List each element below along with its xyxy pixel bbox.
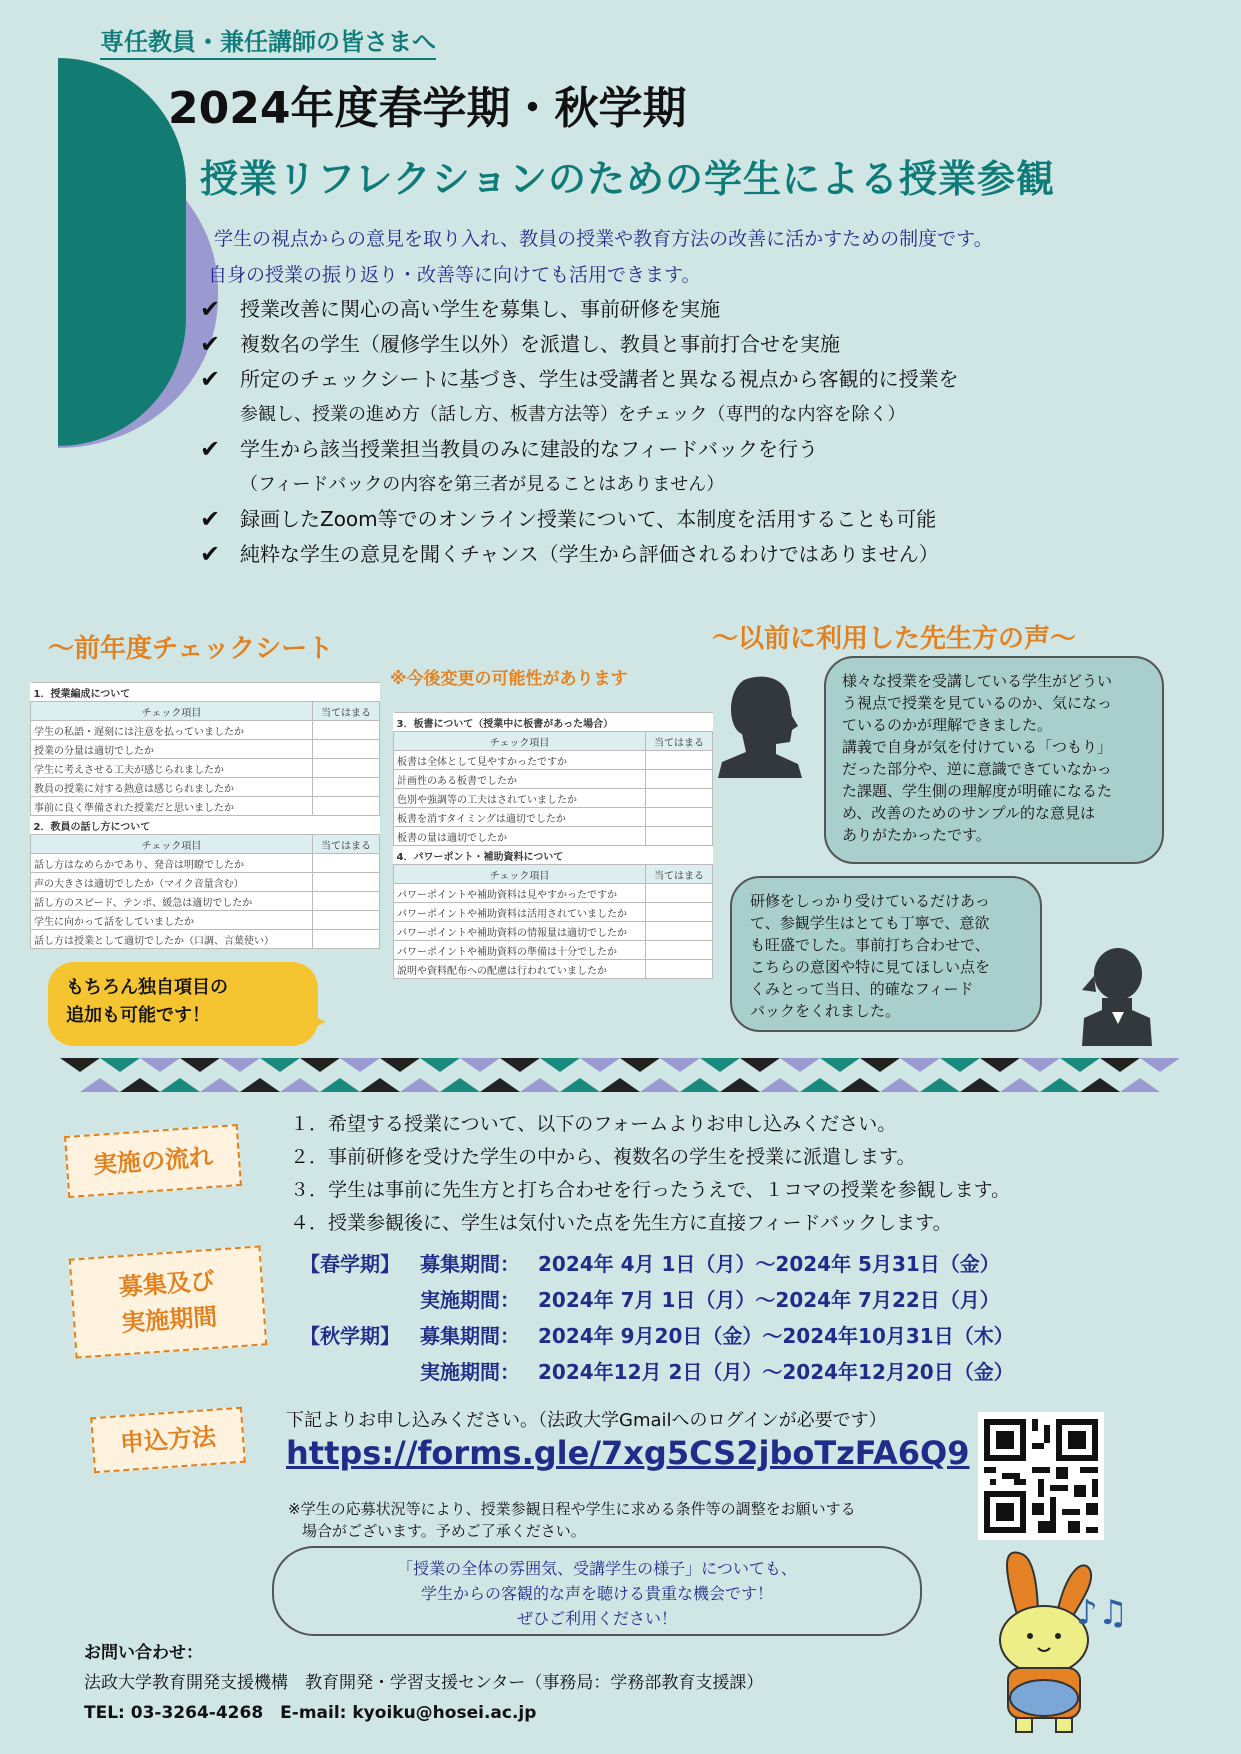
sheet-col-yes: 当てはまる [313,702,380,721]
bubble-tail [300,1010,326,1034]
apply-badge: 申込方法 [90,1407,246,1473]
check-item: ✔ 録画したZoom等でのオンライン授業について、本制度を活用することも可能 [200,502,1200,537]
feature-check-list [200,292,1200,572]
caution-note: ※学生の応募状況等により、授業参観日程や学生に求める条件等の調整をお願いする 場合がございます。予めご了承ください。 [288,1500,856,1540]
flow-step: ３．学生は事前に先生方と打ち合わせを行ったうえで、１コマの授業を参観します。 [290,1179,1011,1201]
rabbit-mascot-icon [980,1548,1130,1738]
sheet-section-title: 2．教員の話し方について [31,816,380,835]
table-row: パワーポイントや補助資料の準備は十分でしたか [394,941,713,960]
table-row: パワーポイントや補助資料の情報量は適切でしたか [394,922,713,941]
change-note: ※今後変更の可能性があります [390,669,628,689]
check-item: ✔ 授業改善に関心の高い学生を募集し、事前研修を実施 [200,292,1200,327]
table-row: 事前に良く準備された授業だと思いましたか [31,797,380,816]
main-title: 授業リフレクションのための学生による授業参観 [200,157,1055,201]
female-teacher-icon [1074,946,1154,1046]
flow-steps [290,1108,1010,1240]
voice-bubble-1: 様々な授業を受講している学生がどうい う視点で授業を見ているのか、気になっ ているのかが理解できました。 講義で自身が気を付けている「つもり」 だった部分や、逆に意識できていなかっ た課題、学生側の理解度が明確になるた め、改善のためのサンプル的な意見は ありがたかったです。 [824,656,1164,864]
flow-step: １．希望する授業について、以下のフォームよりお申し込みください。 [290,1113,897,1135]
voice-bubble-2: 研修をしっかり受けているだけあっ て、参観学生はとても丁寧で、意欲 も旺盛でした。事前打ち合わせで、 こちらの意図や特に見てほしい点を くみとって当日、的確なフィード バックをくれました。 [730,876,1042,1032]
check-icon: ✔ [200,295,221,323]
check-item: ✔ 学生から該当授業担当教員のみに建設的なフィードバックを行う （フィードバックの内容を第三者が見ることはありません） [200,432,1200,502]
table-row: 学生に向かって話をしていましたか [31,911,380,930]
table-row: 学生に考えさせる工夫が感じられましたか [31,759,380,778]
check-icon: ✔ [200,435,221,463]
period-row: 【春学期】 募集期間： 2024年 4月 1日（月）～2024年 5月31日（金） [300,1252,1000,1276]
contact-tel-email: TEL: 03-3264-4268 E-mail: kyoiku@hosei.ac.jp [84,1703,537,1723]
table-row: 話し方のスピード、テンポ、緩急は適切でしたか [31,892,380,911]
check-icon: ✔ [200,330,221,358]
check-item: ✔ 純粋な学生の意見を聞くチャンス（学生から評価されるわけではありません） [200,537,1200,572]
flow-badge: 実施の流れ [64,1124,242,1198]
table-row: 色別や強調等の工夫はされていましたか [394,789,713,808]
contact-heading: お問い合わせ： [84,1643,203,1663]
table-row: 話し方は授業として適切でしたか（口調、言葉使い） [31,930,380,949]
sheet-section-title: 3．板書について（授業中に板書があった場合） [394,713,713,732]
contact-section [84,1638,763,1728]
voices-heading: ～以前に利用した先生方の声～ [712,624,1077,654]
male-teacher-icon [714,672,806,778]
qr-code-icon[interactable] [978,1412,1104,1540]
audience-label: 専任教員・兼任講師の皆さまへ [100,22,436,60]
check-item: ✔ 所定のチェックシートに基づき、学生は受講者と異なる視点から客観的に授業を 参観し、授業の進め方（話し方、板書方法等）をチェック（専門的な内容を除く） [200,362,1200,432]
flow-step: ４．授業参観後に、学生は気付いた点を先生方に直接フィードバックします。 [290,1212,952,1234]
sheet-section-title: 1．授業編成について [31,683,380,702]
apply-instruction: 下記よりお申し込みください。（法政大学Gmailへのログインが必要です） [286,1410,887,1431]
table-row: 板書の量は適切でしたか [394,827,713,846]
application-form-link[interactable]: https://forms.gle/7xg5CS2jboTzFA6Q9 [286,1434,970,1472]
check-icon: ✔ [200,505,221,533]
table-row: 学生の私語・遅刻には注意を払っていましたか [31,721,380,740]
period-row: 実施期間： 2024年 7月 1日（月）～2024年 7月22日（月） [420,1288,1000,1312]
table-row: 授業の分量は適切でしたか [31,740,380,759]
table-row: 計画性のある板書でしたか [394,770,713,789]
year-title: 2024年度春学期・秋学期 [168,83,687,134]
period-row: 【秋学期】 募集期間： 2024年 9月20日（金）～2024年10月31日（木） [300,1324,1014,1348]
checksheet-heading: ～前年度チェックシート [48,634,334,664]
custom-items-bubble: もちろん独自項目の 追加も可能です！ [48,962,318,1046]
period-row: 実施期間： 2024年12月 2日（月）～2024年12月20日（金） [420,1360,1014,1384]
period-badge: 募集及び 実施期間 [69,1245,268,1358]
table-row: 教員の授業に対する熱意は感じられましたか [31,778,380,797]
table-row: 声の大きさは適切でしたか（マイク音量含む） [31,873,380,892]
table-row: パワーポイントや補助資料は見やすかったですか [394,884,713,903]
check-item: ✔ 複数名の学生（履修学生以外）を派遣し、教員と事前打合せを実施 [200,327,1200,362]
flow-step: ２．事前研修を受けた学生の中から、複数名の学生を授業に派遣します。 [290,1146,916,1168]
checksheet-table-right: 3．板書について（授業中に板書があった場合） チェック項目 当てはまる 板書は全体として見やすかったですか 計画性のある板書でしたか 色別や強調等の工夫はされていましたか 板書を消すタイミングは適切でしたか 板書の量は適切でしたか 4．パワーポント・補助資料について チェック項目 当てはまる パワーポイントや補助資料は見やすかったですか パワーポイントや補助資料は活用されていましたか パワーポイントや補助資料の情報量は適切でしたか パワーポイントや補助資料の準備は十分でしたか 説明や資料配布への配慮は行われていましたか [393,712,713,979]
bottom-message-bubble: 「授業の全体の雰囲気、受講学生の様子」についても、 学生からの客観的な声を聴ける貴重な機会です！ ぜひご利用ください！ [272,1546,922,1636]
sheet-section-title: 4．パワーポント・補助資料について [394,846,713,865]
intro-line-1: 学生の視点からの意見を取り入れ、教員の授業や教育方法の改善に活かすための制度です。 [214,228,993,250]
sheet-col-item: チェック項目 [31,702,313,721]
table-row: 板書は全体として見やすかったですか [394,751,713,770]
check-icon: ✔ [200,365,221,393]
svg-text:♪♫: ♪♫ [1076,1593,1129,1633]
check-icon: ✔ [200,540,221,568]
zigzag-divider [60,1058,1180,1092]
table-row: 話し方はなめらかであり、発音は明瞭でしたか [31,854,380,873]
table-row: パワーポイントや補助資料は活用されていましたか [394,903,713,922]
period-table [300,1246,1014,1390]
checksheet-table-left: 1．授業編成について チェック項目 当てはまる 学生の私語・遅刻には注意を払っていましたか 授業の分量は適切でしたか 学生に考えさせる工夫が感じられましたか 教員の授業に対する熱意は感じられましたか 事前に良く準備された授業だと思いましたか 2．教員の話し方について チェック項目 当てはまる 話し方はなめらかであり、発音は明瞭でしたか 声の大きさは適切でしたか（マイク音量含む） 話し方のスピード、テンポ、緩急は適切でしたか 学生に向かって話をしていましたか 話し方は授業として適切でしたか（口調、言葉使い） [30,682,380,949]
contact-org: 法政大学教育開発支援機構 教育開発・学習支援センター（事務局：学務部教育支援課） [84,1673,764,1693]
intro-line-2: 自身の授業の振り返り・改善等に向けても活用できます。 [208,264,701,286]
table-row: 説明や資料配布への配慮は行われていましたか [394,960,713,979]
table-row: 板書を消すタイミングは適切でしたか [394,808,713,827]
